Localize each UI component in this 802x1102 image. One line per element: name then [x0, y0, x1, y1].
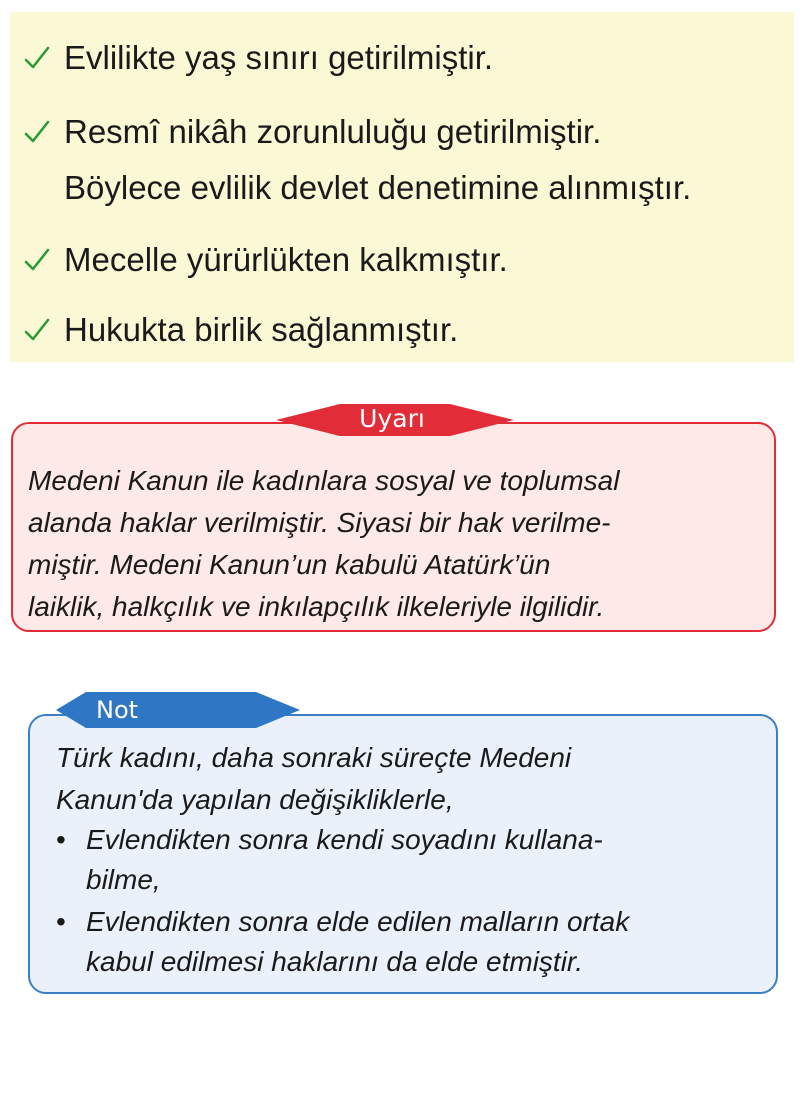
warning-line: alanda haklar verilmiştir. Siyasi bir hak verilme-: [28, 507, 611, 538]
warning-line: Medeni Kanun ile kadınlara sosyal ve toplumsal: [28, 465, 620, 496]
note-intro-line: Kanun'da yapılan değişikliklerle,: [56, 784, 454, 815]
checklist-item-text: Resmî nikâh zorunluluğu getirilmiştir.: [64, 113, 602, 150]
checklist-item-text: Mecelle yürürlükten kalkmıştır.: [64, 241, 508, 278]
checkmark-icon: [22, 34, 52, 82]
note-bullet-line: Evlendikten sonra elde edilen malların ortak: [86, 906, 630, 937]
warning-text: [28, 460, 768, 628]
note-bullet-line: kabul edilmesi haklarını da elde etmiştir.: [86, 946, 583, 977]
checklist-item-text: Böylece evlilik devlet denetimine alınmıştır.: [64, 169, 692, 206]
bullet-icon: •: [56, 906, 66, 937]
note-bullet-line: bilme,: [86, 864, 161, 895]
warning-line: miştir. Medeni Kanun’un kabulü Atatürk’ün: [28, 549, 551, 580]
bullet-icon: •: [56, 824, 66, 855]
note-bullet-line: Evlendikten sonra kendi soyadını kullana-: [86, 824, 603, 855]
note-tab-shape: [56, 692, 300, 728]
checkmark-icon: [22, 306, 52, 354]
checklist-item-text: Evlilikte yaş sınırı getirilmiştir.: [64, 39, 494, 76]
checkmark-icon: [22, 236, 52, 284]
warning-label: Uyarı: [359, 404, 425, 433]
warning-line: laiklik, halkçılık ve inkılapçılık ilkeleriyle ilgilidir.: [28, 591, 605, 622]
checklist-item-text: Hukukta birlik sağlanmıştır.: [64, 311, 459, 348]
checkmark-icon: [22, 108, 52, 156]
note-label: Not: [96, 696, 139, 724]
note-intro-line: Türk kadını, daha sonraki süreçte Medeni: [56, 742, 572, 773]
